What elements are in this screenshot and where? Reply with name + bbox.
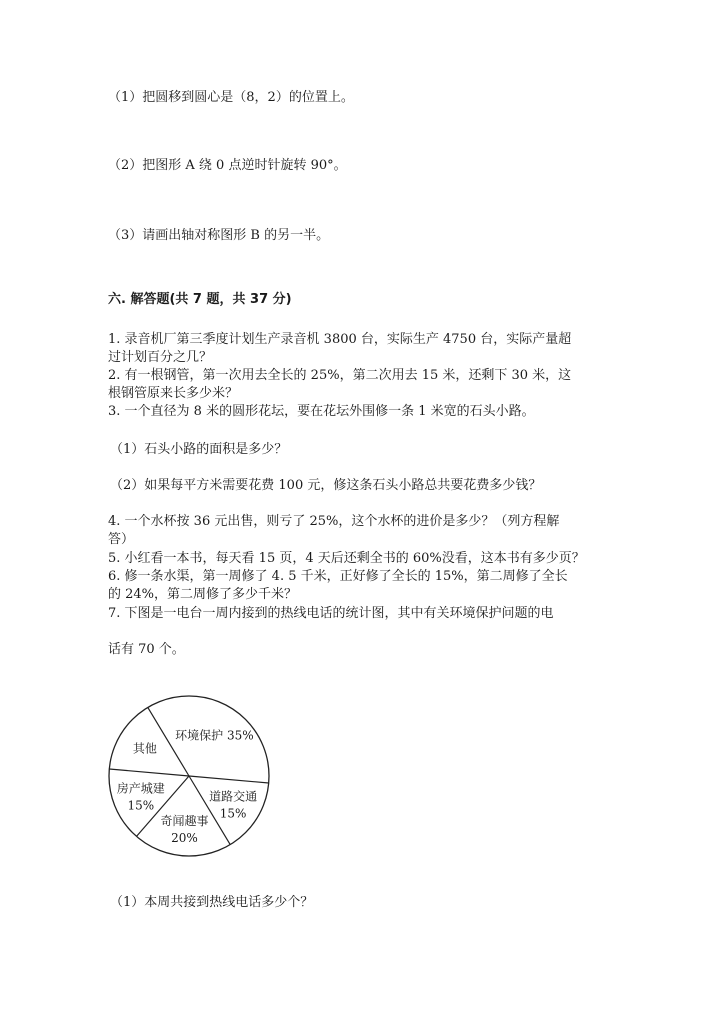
part5-q2: （2）把图形 A 绕 0 点逆时针旋转 90°。 bbox=[108, 158, 347, 173]
problem-3: 3. 一个直径为 8 米的圆形花坛，要在花坛外围修一条 1 米宽的石头小路。 bbox=[108, 404, 535, 419]
pie-boundary-other bbox=[109, 769, 189, 776]
pie-boundary-traffic bbox=[189, 776, 269, 783]
pie-chart bbox=[100, 688, 280, 868]
problem-6-line-1: 6. 修一条水渠，第一周修了 4. 5 千米，正好修了全长的 15%，第二周修了全长 bbox=[108, 569, 568, 584]
problem-7-sub-1: （1）本周共接到热线电话多少个？ bbox=[110, 895, 314, 910]
problem-4-line-1: 4. 一个水杯按 36 元出售，则亏了 25%，这个水杯的进价是多少？（列方程解 bbox=[108, 514, 560, 529]
pie-label-traffic: 道路交通 15% bbox=[209, 789, 258, 821]
problem-5: 5. 小红看一本书，每天看 15 页，4 天后还剩全书的 60%没看，这本书有多少页？ bbox=[108, 551, 585, 566]
problem-3-sub-2: （2）如果每平方米需要花费 100 元，修这条石头小路总共要花费多少钱？ bbox=[110, 478, 542, 493]
problem-3-sub-1: （1）石头小路的面积是多少？ bbox=[110, 442, 288, 457]
problem-1-line-2: 过计划百分之几？ bbox=[108, 350, 213, 365]
problem-1-line-1: 1. 录音机厂第三季度计划生产录音机 3800 台，实际生产 4750 台，实际产量超 bbox=[108, 332, 572, 347]
problem-7-line-1: 7. 下图是一电台一周内接到的热线电话的统计图，其中有关环境保护问题的电 bbox=[108, 606, 554, 621]
problem-2-line-2: 根钢管原来长多少米？ bbox=[108, 386, 239, 401]
problem-2-line-1: 2. 有一根钢管，第一次用去全长的 25%，第二次用去 15 米，还剩下 30 米，这 bbox=[108, 368, 572, 383]
pie-label-environment: 环境保护 35% bbox=[175, 728, 254, 743]
section-heading: 六. 解答题(共 7 题，共 37 分) bbox=[108, 292, 292, 307]
problem-6-line-2: 的 24%，第二周修了多少千米？ bbox=[108, 587, 298, 602]
part5-q3: （3）请画出轴对称图形 B 的另一半。 bbox=[108, 228, 330, 243]
problem-7-line-2: 话有 70 个。 bbox=[108, 642, 185, 657]
pie-label-real-estate: 房产城建 15% bbox=[116, 781, 165, 813]
pie-label-other: 其他 bbox=[132, 741, 157, 756]
part5-q1: （1）把圆移到圆心是（8，2）的位置上。 bbox=[108, 90, 354, 105]
pie-label-odd-news: 奇闻趣事 20% bbox=[160, 813, 209, 845]
problem-4-line-2: 答） bbox=[108, 532, 135, 547]
